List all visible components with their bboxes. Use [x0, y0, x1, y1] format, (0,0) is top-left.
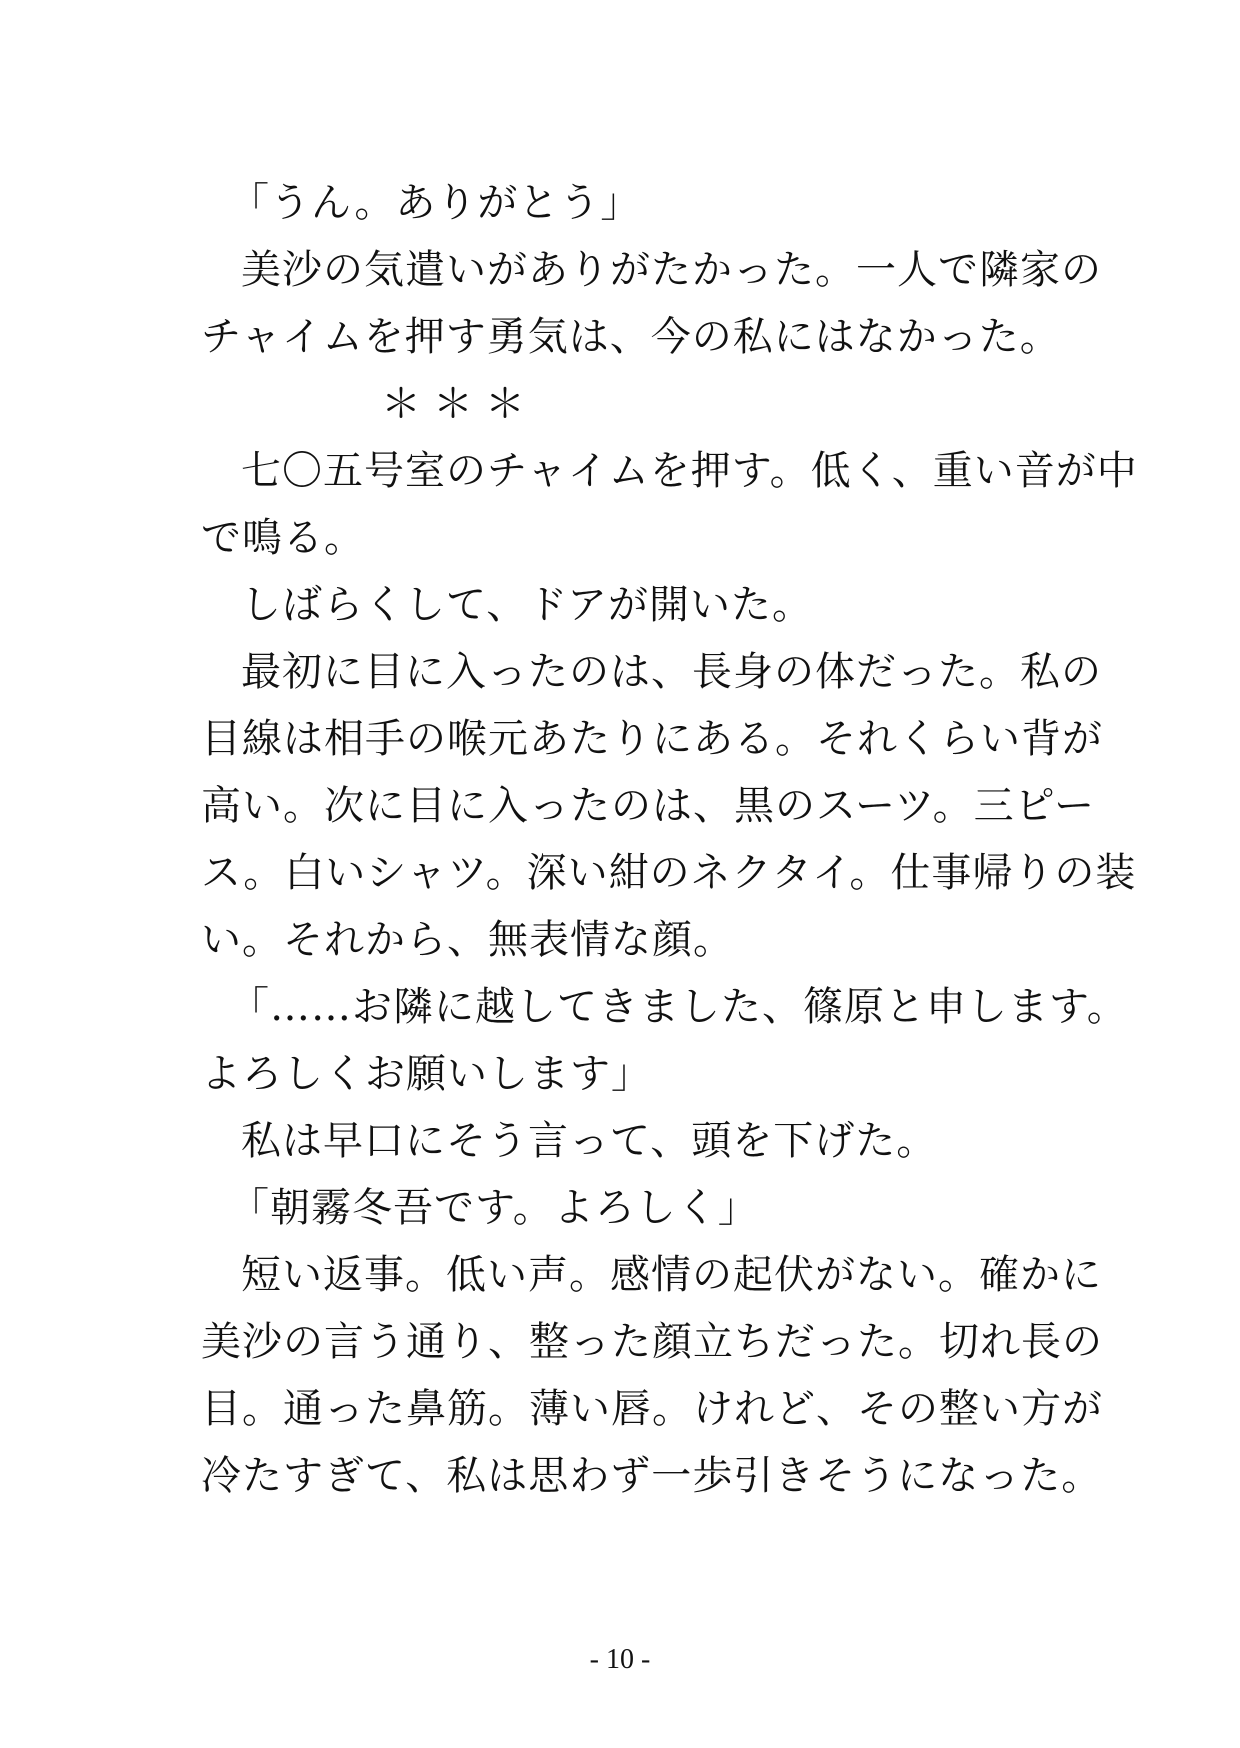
text-line: 「朝霧冬吾です。よろしく」	[229, 1185, 759, 1231]
text-line: 美沙の言う通り、整った顔立ちだった。切れ長の	[201, 1319, 1103, 1365]
text-line: 「……お隣に越してきました、篠原と申します。	[229, 984, 1128, 1030]
scene-break: ＊＊＊	[381, 381, 537, 427]
page-number: - 10 -	[589, 1644, 651, 1675]
text-line: 目線は相手の喉元あたりにある。それくらい背が	[201, 716, 1103, 762]
text-line: 短い返事。低い声。感情の起伏がない。確かに	[241, 1252, 1102, 1298]
text-line: で鳴る。	[201, 515, 365, 561]
text-line: 美沙の気遣いがありがたかった。一人で隣家の	[241, 247, 1102, 293]
text-line: 私は早口にそう言って、頭を下げた。	[241, 1118, 938, 1164]
text-line: 最初に目に入ったのは、長身の体だった。私の	[241, 649, 1102, 695]
text-line: ス。白いシャツ。深い紺のネクタイ。仕事帰りの装	[201, 850, 1137, 896]
text-line: チャイムを押す勇気は、今の私にはなかった。	[201, 314, 1061, 360]
text-line: 「うん。ありがとう」	[229, 180, 642, 226]
text-line: 冷たすぎて、私は思わず一歩引きそうになった。	[201, 1453, 1103, 1499]
text-line: しばらくして、ドアが開いた。	[241, 582, 813, 628]
text-line: よろしくお願いします」	[201, 1051, 652, 1097]
text-line: 七〇五号室のチャイムを押す。低く、重い音が中	[241, 448, 1138, 494]
text-line: 目。通った鼻筋。薄い唇。けれど、その整い方が	[201, 1386, 1103, 1432]
text-line: 高い。次に目に入ったのは、黒のスーツ。三ピー	[201, 783, 1095, 829]
text-line: い。それから、無表情な顔。	[201, 917, 734, 963]
